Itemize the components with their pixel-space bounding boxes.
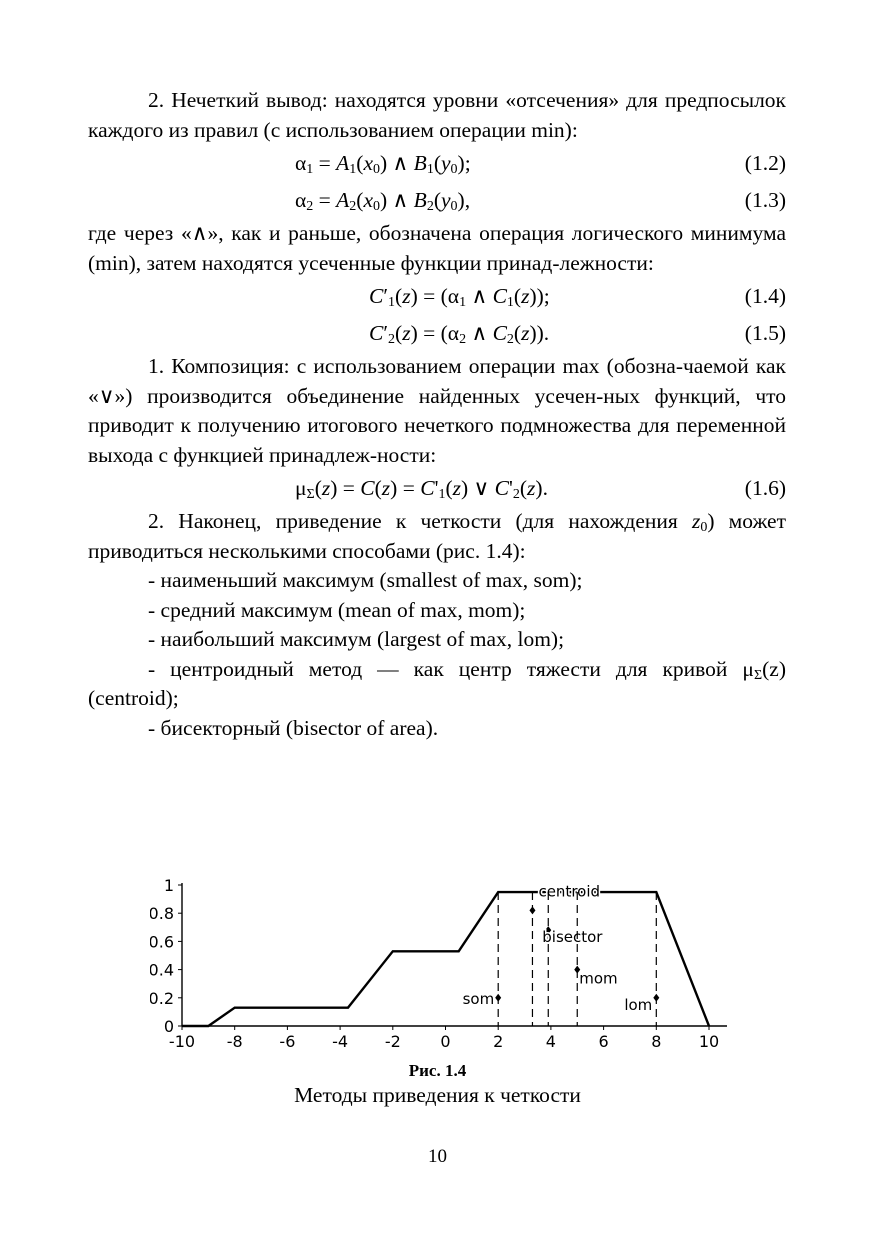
x-tick-label: 4 <box>545 1032 556 1051</box>
figure-defuzzification-chart <box>150 865 740 1055</box>
marker-label-mom: mom <box>579 969 618 988</box>
equation-1-4 <box>88 278 786 315</box>
marker-point-lom <box>653 994 659 1002</box>
marker-label-centroid: centroid <box>538 882 601 901</box>
document-body <box>88 86 786 743</box>
x-tick-label: -10 <box>168 1032 196 1051</box>
equation-1-2 <box>88 145 786 182</box>
equation-expression: $C'_2(z) = (\alpha_2$ ∧ $C_2(z)$). <box>369 321 550 347</box>
marker-point-centroid <box>529 906 535 914</box>
y-tick-label: 0.4 <box>150 960 174 980</box>
equation-number: (1.2) <box>744 151 786 175</box>
list-item-mom: - средний максимум (mean of max, mom); <box>148 597 526 622</box>
y-tick-label: 0.2 <box>150 988 174 1008</box>
x-tick-label: -4 <box>332 1032 349 1051</box>
paragraph-composition: 1. Композиция: с использованием операции max (обозна-чаемой как «∨») производится объединение найденных усечен-ных функций, что приводит к получению итогового нечеткого подмножества для переменной выхода с функцией принадлеж-ности: <box>88 354 786 467</box>
list-item-centroid: - центроидный метод — как центр тяжести для кривой $\mu_\Sigma(z)$ (centroid); <box>88 656 786 710</box>
x-tick-label: -8 <box>226 1032 243 1051</box>
x-tick-label: -2 <box>384 1032 401 1051</box>
x-tick-label: 2 <box>493 1032 504 1051</box>
list-item-bisector: - бисекторный (bisector of area). <box>148 715 439 740</box>
equation-1-6 <box>88 470 786 507</box>
x-tick-label: 8 <box>651 1032 662 1051</box>
equation-number: (1.6) <box>744 476 786 500</box>
equation-1-3 <box>88 182 786 219</box>
chart-svg <box>150 865 740 1055</box>
equation-expression: $C'_1(z) = (\alpha_1$ ∧ $C_1(z)$); <box>369 284 550 310</box>
list-item-lom: - наибольший максимум (largest of max, lom); <box>148 627 565 651</box>
y-tick-label: 0 <box>163 1017 174 1036</box>
marker-label-lom: lom <box>624 995 653 1014</box>
x-tick-label: 6 <box>598 1032 609 1051</box>
marker-label-bisector: bisector <box>542 928 603 947</box>
paragraph-fuzzy-inference: 2. Нечеткий вывод: находятся уровни «отсечения» для предпосылок каждого из правил (с использованием операции min): <box>88 88 786 142</box>
equation-1-5 <box>88 315 786 352</box>
equation-expression: $\alpha_2 = A_2(x_0)$ ∧ $B_2(y_0)$, <box>295 188 471 214</box>
list-item-som: - наименьший максимум (smallest of max, som); <box>148 568 583 592</box>
x-tick-label: 10 <box>698 1032 720 1051</box>
paragraph-min-operation: где через «∧», как и раньше, обозначена операция логического минимума (min), затем находятся усеченные функции принад-лежности: <box>88 221 786 275</box>
x-tick-label: 0 <box>440 1032 451 1051</box>
equation-expression: $\mu_\Sigma(z) = C(z) = C'_1(z)$ ∨ $C'_2(z)$. <box>295 476 548 502</box>
equation-number: (1.4) <box>744 284 786 308</box>
equation-expression: $\alpha_1 = A_1(x_0)$ ∧ $B_1(y_0)$; <box>295 151 471 177</box>
paragraph-defuzzification: 2. Наконец, приведение к четкости (для нахождения $z_0$) может приводиться несколькими способами (рис. 1.4): <box>88 509 786 563</box>
marker-point-som <box>495 994 501 1002</box>
page-number: 10 <box>428 1146 447 1167</box>
equation-number: (1.5) <box>744 321 786 345</box>
figure-caption-number: Рис. 1.4 <box>408 1061 467 1080</box>
x-tick-label: -6 <box>279 1032 296 1051</box>
y-tick-label: 1 <box>163 876 174 895</box>
y-tick-label: 0.6 <box>150 932 174 952</box>
figure-caption-title: Методы приведения к четкости <box>294 1083 581 1107</box>
y-tick-label: 0.8 <box>150 904 174 924</box>
marker-label-som: som <box>462 989 495 1008</box>
equation-number: (1.3) <box>744 188 786 212</box>
